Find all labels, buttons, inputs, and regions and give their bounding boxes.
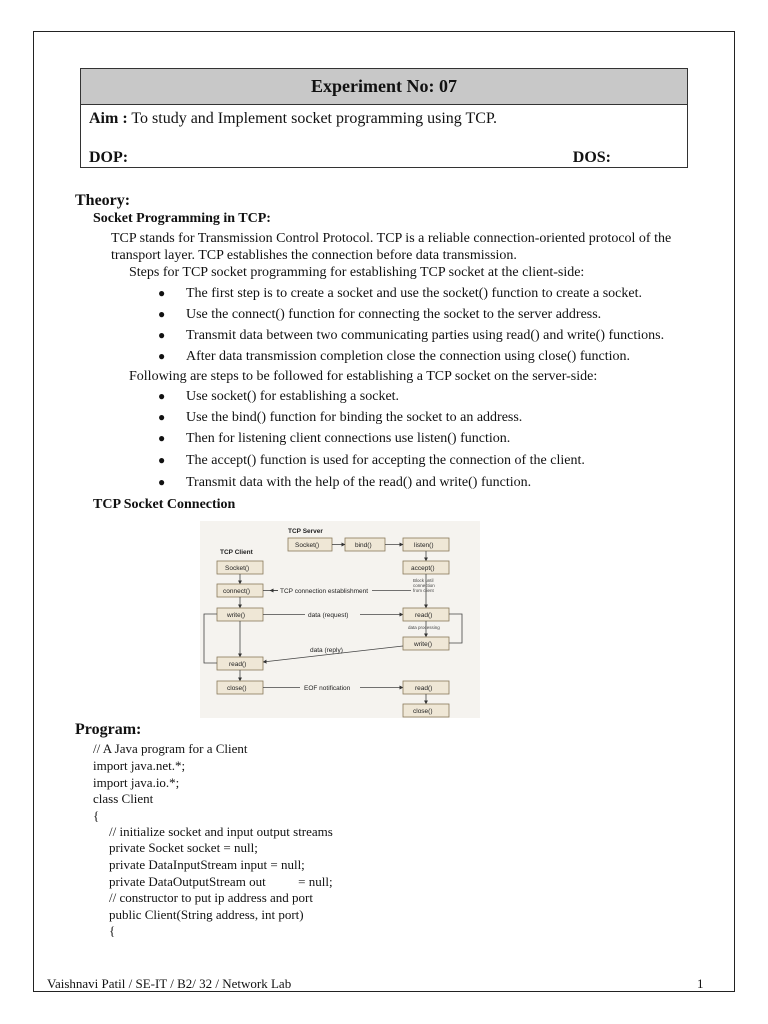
code-line: public Client(String address, int port) bbox=[109, 907, 304, 922]
program-heading: Program: bbox=[75, 721, 142, 738]
code-line: // initialize socket and input output streams bbox=[109, 824, 333, 839]
bullet-icon: ● bbox=[158, 286, 166, 300]
bullet-icon: ● bbox=[158, 410, 166, 424]
processing-text: data processing bbox=[408, 625, 440, 630]
aim-line bbox=[89, 110, 497, 128]
client-step-text: Use the connect() function for connecting the socket to the server address. bbox=[186, 307, 602, 322]
accept-text: accept() bbox=[411, 565, 435, 572]
experiment-title: Experiment No: 07 bbox=[81, 69, 687, 105]
connect-text: connect() bbox=[223, 588, 251, 595]
client-step bbox=[158, 307, 602, 323]
server-steps-intro: Following are steps to be followed for establishing a TCP socket on the server-side: bbox=[129, 369, 598, 384]
server-read2-text: read() bbox=[415, 685, 433, 692]
server-step bbox=[158, 453, 585, 469]
eof-text: EOF notification bbox=[304, 685, 351, 692]
data-reply-text: data (reply) bbox=[310, 647, 343, 654]
bullet-icon: ● bbox=[158, 328, 166, 342]
code-line: { bbox=[93, 808, 100, 823]
client-close-text: close() bbox=[227, 685, 247, 692]
server-step-text: Transmit data with the help of the read() and write() function. bbox=[186, 475, 532, 490]
aim-label: Aim : bbox=[89, 110, 128, 127]
block-note-1: Block until bbox=[413, 578, 434, 583]
client-step-text: The first step is to create a socket and use the socket() function to create a socket. bbox=[186, 286, 642, 301]
page-number: 1 bbox=[697, 976, 704, 991]
client-write-text: write() bbox=[227, 612, 246, 619]
client-step bbox=[158, 286, 642, 302]
server-step bbox=[158, 410, 523, 426]
bullet-icon: ● bbox=[158, 431, 166, 445]
code-line: import java.io.*; bbox=[93, 775, 180, 790]
server-step-text: Use the bind() function for binding the socket to an address. bbox=[186, 410, 523, 425]
theory-heading: Theory: bbox=[75, 192, 131, 209]
block-note-3: from client bbox=[413, 588, 434, 593]
code-line: class Client bbox=[93, 791, 154, 806]
code-line: // constructor to put ip address and port bbox=[109, 890, 313, 905]
server-step-text: Use socket() for establishing a socket. bbox=[186, 389, 400, 404]
client-steps-intro: Steps for TCP socket programming for establishing TCP socket at the client-side: bbox=[129, 265, 585, 280]
bullet-icon: ● bbox=[158, 349, 166, 363]
listen-text: listen() bbox=[414, 542, 434, 549]
tcp-intro-paragraph: TCP stands for Transmission Control Protocol. TCP is a reliable connection-oriented protocol of the transport layer. TCP establishes the connection before data transmission. bbox=[111, 231, 672, 263]
experiment-header-box bbox=[80, 68, 688, 168]
server-write-text: write() bbox=[414, 641, 433, 648]
establish-text: TCP connection establishment bbox=[280, 588, 369, 595]
socket-programming-subheading: Socket Programming in TCP: bbox=[93, 211, 271, 226]
code-line: import java.net.*; bbox=[93, 758, 186, 773]
client-read-text: read() bbox=[229, 661, 247, 668]
server-step bbox=[158, 389, 400, 405]
server-step-text: The accept() function is used for accepting the connection of the client. bbox=[186, 453, 585, 468]
server-step bbox=[158, 431, 511, 447]
code-line: { bbox=[109, 923, 116, 938]
server-step bbox=[158, 475, 532, 491]
code-line: private DataInputStream input = null; bbox=[109, 857, 305, 872]
code-line: private DataOutputStream out = null; bbox=[109, 874, 333, 889]
client-step bbox=[158, 349, 630, 365]
tcp-socket-connection-heading: TCP Socket Connection bbox=[93, 497, 236, 512]
bullet-icon: ● bbox=[158, 307, 166, 321]
tcp-server-label: TCP Server bbox=[288, 528, 323, 535]
bind-text: bind() bbox=[355, 542, 372, 549]
tcp-socket-diagram bbox=[200, 521, 480, 718]
client-socket-text: Socket() bbox=[225, 565, 250, 572]
dos-label: DOS: bbox=[572, 149, 611, 166]
bullet-icon: ● bbox=[158, 475, 166, 489]
server-close-text: close() bbox=[413, 708, 433, 715]
block-note-2: connection bbox=[413, 583, 435, 588]
bullet-icon: ● bbox=[158, 453, 166, 467]
client-step bbox=[158, 328, 665, 344]
footer-author: Vaishnavi Patil / SE-IT / B2/ 32 / Network Lab bbox=[47, 976, 292, 991]
tcp-client-label: TCP Client bbox=[220, 549, 253, 556]
aim-text: To study and Implement socket programming using TCP. bbox=[131, 110, 498, 127]
data-request-text: data (request) bbox=[308, 612, 349, 619]
server-step-text: Then for listening client connections use listen() function. bbox=[186, 431, 511, 446]
bullet-icon: ● bbox=[158, 389, 166, 403]
dop-label: DOP: bbox=[89, 149, 129, 166]
client-step-text: Transmit data between two communicating parties using read() and write() functions. bbox=[186, 328, 665, 343]
server-socket-text: Socket() bbox=[295, 542, 320, 549]
client-step-text: After data transmission completion close the connection using close() function. bbox=[186, 349, 630, 364]
code-line: private Socket socket = null; bbox=[109, 840, 258, 855]
server-read-text: read() bbox=[415, 612, 433, 619]
code-line: // A Java program for a Client bbox=[93, 741, 248, 756]
